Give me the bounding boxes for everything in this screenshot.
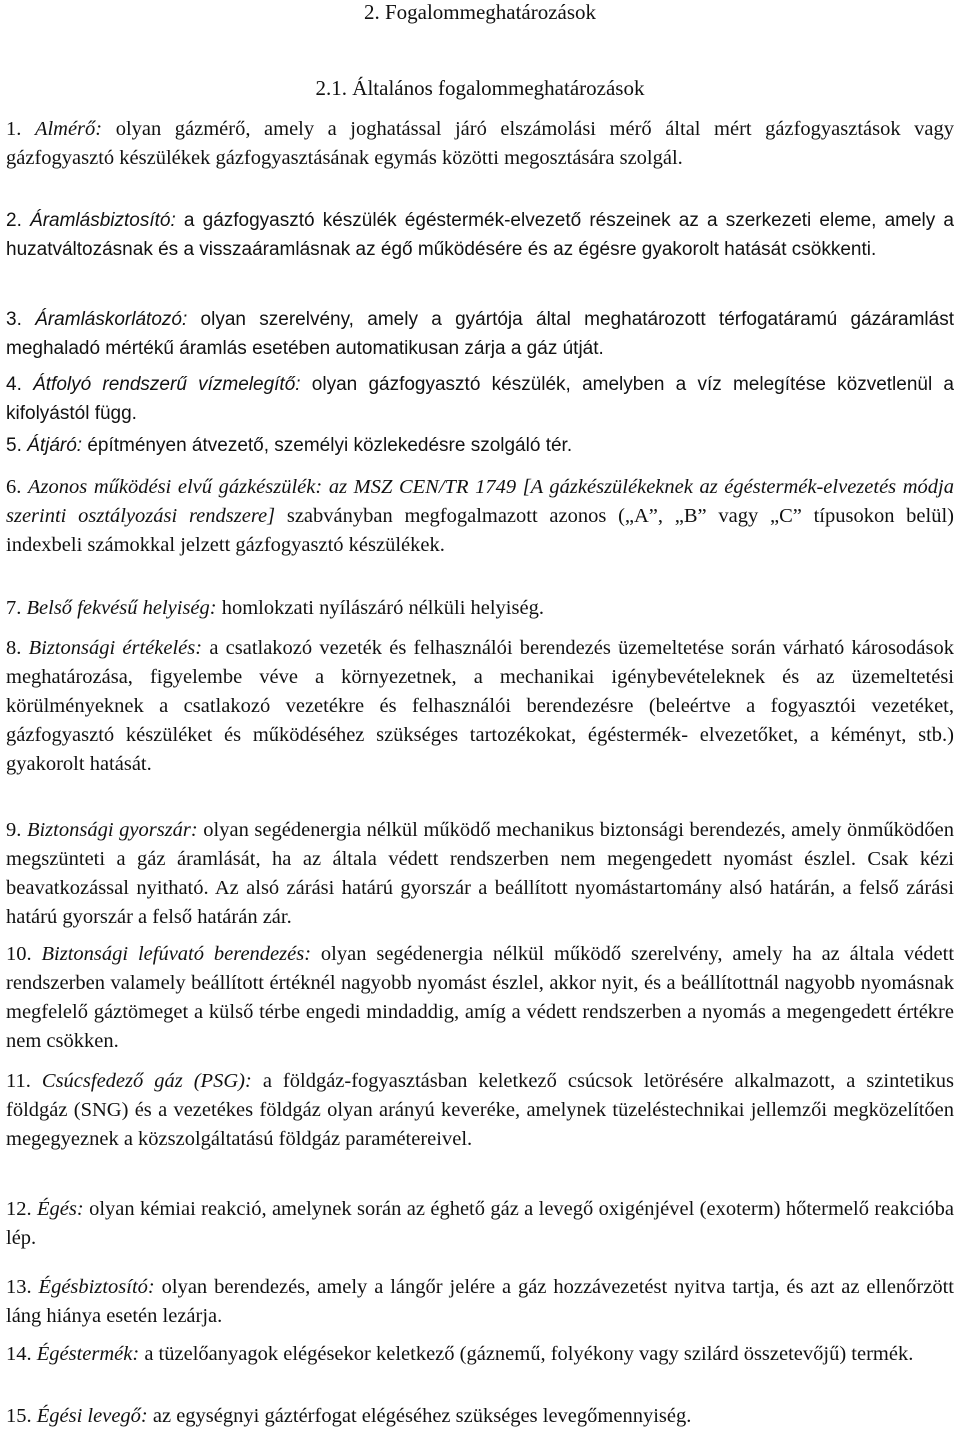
definition-item: 8. Biztonsági értékelés: a csatlakozó vezeték és felhasználói berendezés üzemeltetése során várható károsodások meghatározása, figyelembe véve a környezetnek, a mechanikai igénybevételeknek és az üzemeltetési körülményeknek a csatlakozó vezetékre és felhasználói berendezésre (beleértve a fogyasztói vezetéket, gázfogyasztó készüléket és működéséhez szükséges tartozékokat, égéstermék- elvezetőket, a kéményt, stb.) gyakorolt hatását. (6, 637, 954, 775)
definition-text: építményen átvezető, személyi közlekedésre szolgáló tér. (87, 435, 573, 456)
section-heading: 2. Fogalommeghatározások (363, 0, 597, 24)
definition-text: olyan berendezés, amely a lángőr jelére a gáz hozzávezetést nyitva tartja, és azt az ellenőrzött láng hiánya esetén lezárja. (6, 1276, 954, 1327)
definition-text: olyan kémiai reakció, amelynek során az éghető gáz a levegő oxigénjével (exoterm) hőtermelő reakcióba lép. (6, 1198, 954, 1249)
definition-item: 1. Almérő: olyan gázmérő, amely a joghatással járó elszámolási mérő által mért gázfogyasztások vagy gázfogyasztó készülékek gázfogyasztásának egymás közötti megosztására szolgál. (6, 118, 955, 169)
subsection-heading: 2.1. Általános fogalommeghatározások (315, 76, 645, 100)
definition-term: Átfolyó rendszerű vízmelegítő: (33, 374, 301, 395)
definition-item: 13. Égésbiztosító: olyan berendezés, amely a lángőr jelére a gáz hozzávezetést nyitva tartja, és azt az ellenőrzött láng hiánya esetén lezárja. (6, 1276, 954, 1327)
definition-item: 11. Csúcsfedező gáz (PSG): a földgáz-fogyasztásban keletkező csúcsok letörésére alkalmazott, a szintetikus földgáz (SNG) és a vezetékes földgáz olyan arányú keveréke, amelynek tüzeléstechnikai jellemzői megközelítően megegyeznek a közszolgáltatású földgáz paramétereivel. (6, 1070, 955, 1150)
definition-item: 2. Áramlásbiztosító: a gázfogyasztó készülék égéstermék-elvezető részeinek az a szerkezeti eleme, amely a huzatváltozásnak és a visszaáramlásnak az égő működésére és az égésre gyakorolt hatását csökkenti. (6, 210, 954, 260)
definition-term: Biztonsági lefúvató berendezés: (41, 943, 312, 965)
definition-term: Égés: (37, 1198, 84, 1220)
definition-term: Áramlásbiztosító: (30, 210, 176, 231)
definition-term: Égésbiztosító: (38, 1276, 155, 1298)
definition-item: 4. Átfolyó rendszerű vízmelegítő: olyan gázfogyasztó készülék, amelyben a víz melegítése közvetlenül a kifolyástól függ. (6, 374, 954, 424)
definition-term: Égési levegő: (36, 1405, 148, 1427)
definition-text: homlokzati nyílászáró nélküli helyiség. (221, 597, 544, 619)
definition-item: 3. Áramláskorlátozó: olyan szerelvény, amely a gyártója által meghatározott térfogatáramú gázáramlást meghaladó mértékű áramlás esetében automatikusan zárja a gáz útját. (6, 309, 955, 359)
definition-item: 14. Égéstermék: a tüzelőanyagok elégésekor keletkező (gáznemű, folyékony vagy szilárd összetevőjű) termék. (6, 1343, 914, 1365)
definition-term: Biztonsági gyorszár: (26, 819, 198, 841)
definition-text: olyan segédenergia nélkül működő szerelvény, amely ha az általa védett rendszerben valamely beállított értéknél nagyobb nyomást észlel, akkor nyit, és a beállítottnál nagyobb nyomásnak megfelelő gáztömeget a külső térbe engedi mindaddig, amíg a védett rendszerben a nyomás a megengedett értékre nem csökken. (6, 943, 955, 1052)
definition-term: Almérő: (34, 118, 103, 140)
definition-term: Égéstermék: (36, 1343, 140, 1365)
definition-item: 15. Égési levegő: az egységnyi gáztérfogat elégéséhez szükséges levegőmennyiség. (6, 1405, 692, 1427)
definition-term: Átjáró: (27, 435, 83, 456)
definition-text: a gázfogyasztó készülék égéstermék-elvezető részeinek az a szerkezeti eleme, amely a huzatváltozásnak és a visszaáramlásnak az égő működésére és az égésre gyakorolt hatását csökkenti. (6, 210, 954, 260)
definition-text-continued: szabványban megfogalmazott azonos („A”, „B” vagy „C” típusokon belül) indexbeli számokkal jelzett gázfogyasztó készülékek. (6, 505, 954, 556)
definition-term: Belső fekvésű helyiség: (26, 597, 217, 619)
definition-text: olyan segédenergia nélkül működő mechanikus biztonsági berendezés, amely önműködően megszünteti a gáz áramlását, ha az általa védett rendszerben nem megengedett nyomást észlel. Csak kézi beavatkozással nyitható. Az alsó zárási határú gyorszár a beállított nyomástartomány alsó határán, a felső zárási határú gyorszár a felső határán zár. (6, 819, 955, 928)
definition-item: 10. Biztonsági lefúvató berendezés: olyan segédenergia nélkül működő szerelvény, amely ha az általa védett rendszerben valamely beállított értéknél nagyobb nyomást észlel, akkor nyit, és a beállítottnál nagyobb nyomásnak megfelelő gáztömeget a külső térbe engedi mindaddig, amíg a védett rendszerben a nyomás a megengedett értékre nem csökken. (6, 943, 955, 1052)
definition-term: Azonos működési elvű gázkészülék: (27, 476, 323, 498)
definition-item: 6. Azonos működési elvű gázkészülék: az MSZ CEN/TR 1749 [A gázkészülékeknek az égéstermék-elvezetés módja szerinti osztályozási rendszere] szabványban megfogalmazott azonos („A”, „B” vagy „C” típusokon belül) indexbeli számokkal jelzett gázfogyasztó készülékek. (6, 476, 954, 556)
definition-term: Biztonsági értékelés: (28, 637, 203, 659)
definition-term: Csúcsfedező gáz (PSG): (41, 1070, 252, 1092)
definition-text: olyan szerelvény, amely a gyártója által meghatározott térfogatáramú gázáramlást meghaladó mértékű áramlás esetében automatikusan zárja a gáz útját. (6, 309, 955, 359)
definition-item: 12. Égés: olyan kémiai reakció, amelynek során az éghető gáz a levegő oxigénjével (exoterm) hőtermelő reakcióba lép. (6, 1198, 954, 1249)
definition-text: a tüzelőanyagok elégésekor keletkező (gáznemű, folyékony vagy szilárd összetevőjű) termék. (144, 1343, 914, 1365)
definition-text: a csatlakozó vezeték és felhasználói berendezés üzemeltetése során várható károsodások meghatározása, figyelembe véve a környezetnek, a mechanikai igénybevételeknek és az üzemeltetési körülményeknek a csatlakozó vezetékre és felhasználói berendezésre (beleértve a fogyasztói vezetéket, gázfogyasztó készüléket és működéséhez szükséges tartozékokat, égéstermék- elvezetőket, a kéményt, stb.) gyakorolt hatását. (6, 637, 954, 775)
definition-item: 5. Átjáró: építményen átvezető, személyi közlekedésre szolgáló tér. (6, 435, 573, 456)
definition-text: a földgáz-fogyasztásban keletkező csúcsok letörésére alkalmazott, a szintetikus földgáz (SNG) és a vezetékes földgáz olyan arányú keveréke, amelynek tüzeléstechnikai jellemzői megközelítően megegyeznek a közszolgáltatású földgáz paramétereivel. (6, 1070, 955, 1150)
definition-text: az MSZ CEN/TR 1749 [A gázkészülékeknek az égéstermék-elvezetés módja szerinti osztályozási rendszere] (6, 476, 954, 527)
definition-text: olyan gázfogyasztó készülék, amelyben a víz melegítése közvetlenül a kifolyástól függ. (6, 374, 954, 424)
definition-text: az egységnyi gáztérfogat elégéséhez szükséges levegőmennyiség. (152, 1405, 692, 1427)
definition-item: 7. Belső fekvésű helyiség: homlokzati nyílászáró nélküli helyiség. (6, 597, 544, 619)
definition-term: Áramláskorlátozó: (35, 309, 188, 330)
definition-item: 9. Biztonsági gyorszár: olyan segédenergia nélkül működő mechanikus biztonsági berendezés, amely önműködően megszünteti a gáz áramlását, ha az általa védett rendszerben nem megengedett nyomást észlel. Csak kézi beavatkozással nyitható. Az alsó zárási határú gyorszár a beállított nyomástartomány alsó határán, a felső zárási határú gyorszár a felső határán zár. (6, 819, 955, 928)
definition-text: olyan gázmérő, amely a joghatással járó elszámolási mérő által mért gázfogyasztások vagy gázfogyasztó készülékek gázfogyasztásának egymás közötti megosztására szolgál. (6, 118, 955, 169)
